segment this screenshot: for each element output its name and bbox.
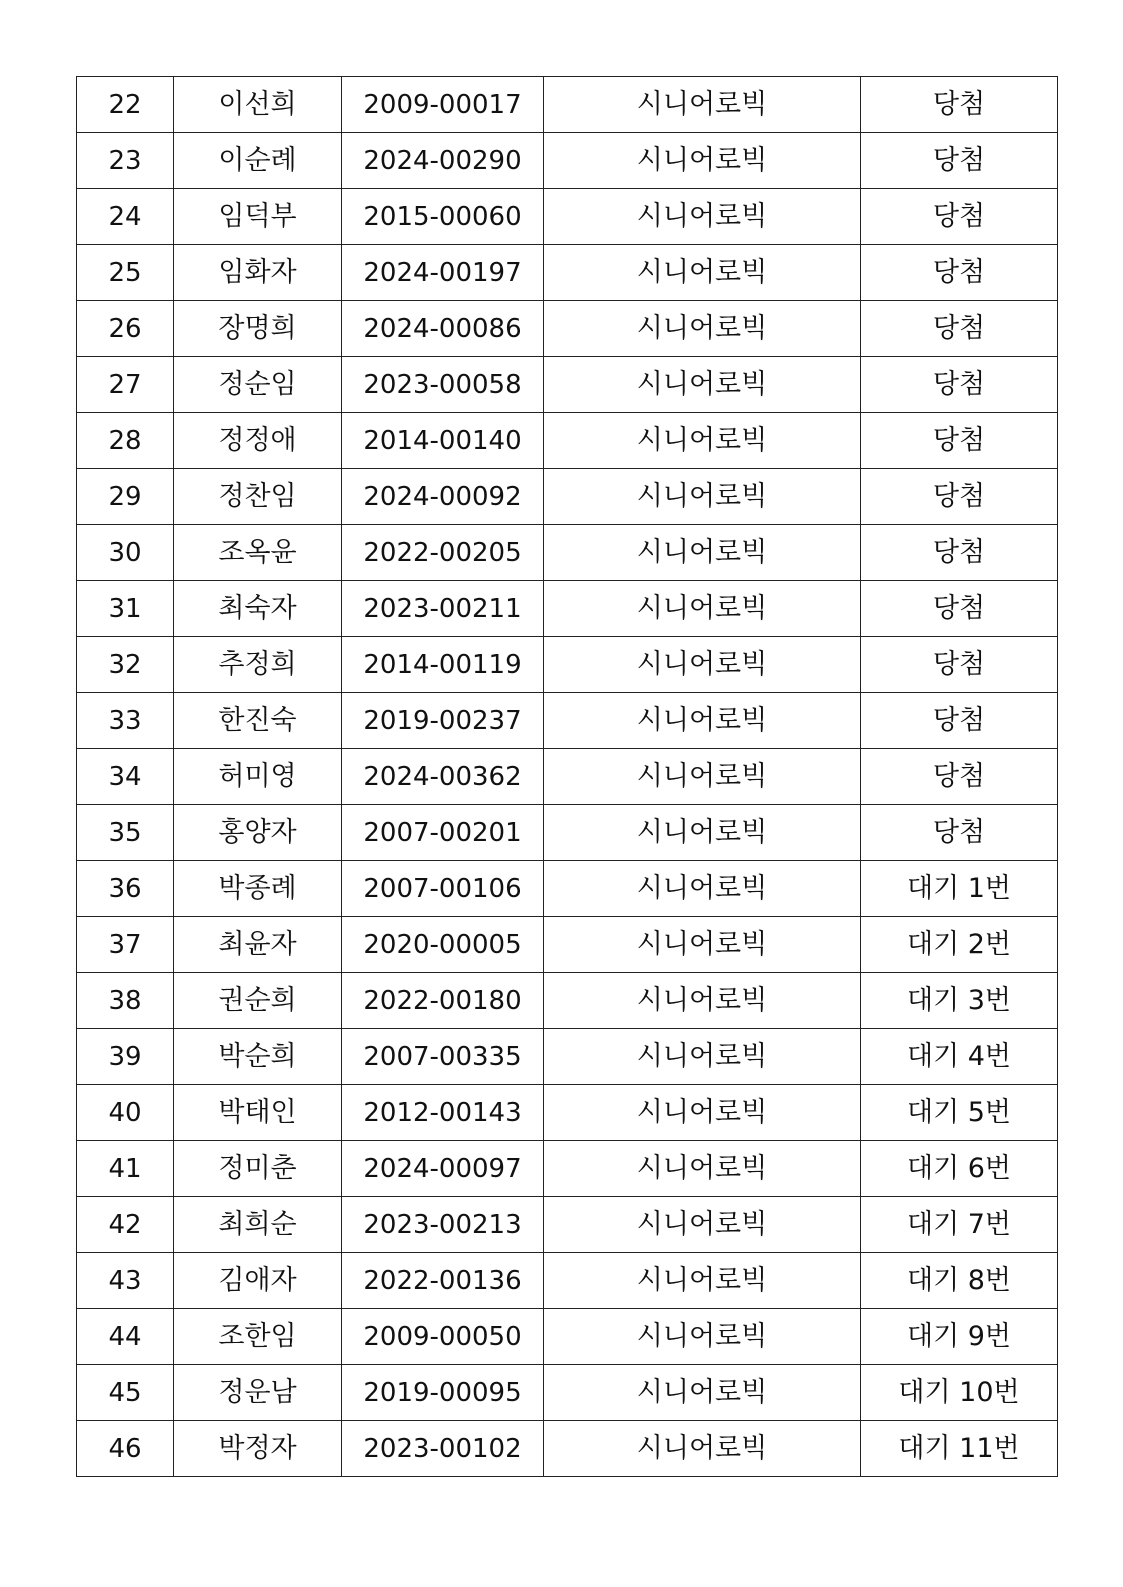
row-number-cell: 37: [77, 917, 174, 973]
program-name-cell: 시니어로빅: [544, 581, 861, 637]
applicant-name-cell: 정정애: [174, 413, 342, 469]
member-id-cell: 2015-00060: [342, 189, 544, 245]
applicant-name-cell: 박태인: [174, 1085, 342, 1141]
table-row: [77, 1253, 1058, 1309]
applicant-name-cell: 장명희: [174, 301, 342, 357]
member-id-cell: 2014-00140: [342, 413, 544, 469]
table-row: [77, 581, 1058, 637]
program-name-cell: 시니어로빅: [544, 693, 861, 749]
applicant-name-cell: 이순례: [174, 133, 342, 189]
row-number-cell: 36: [77, 861, 174, 917]
member-id-cell: 2019-00095: [342, 1365, 544, 1421]
program-name-cell: 시니어로빅: [544, 917, 861, 973]
member-id-cell: 2007-00201: [342, 805, 544, 861]
applicant-name-cell: 홍양자: [174, 805, 342, 861]
applicant-name-cell: 추정희: [174, 637, 342, 693]
row-number-cell: 32: [77, 637, 174, 693]
program-name-cell: 시니어로빅: [544, 973, 861, 1029]
member-id-cell: 2020-00005: [342, 917, 544, 973]
member-id-cell: 2024-00197: [342, 245, 544, 301]
row-number-cell: 46: [77, 1421, 174, 1477]
member-id-cell: 2023-00102: [342, 1421, 544, 1477]
applicant-name-cell: 최윤자: [174, 917, 342, 973]
table-row: [77, 357, 1058, 413]
table-row: [77, 1141, 1058, 1197]
program-name-cell: 시니어로빅: [544, 1365, 861, 1421]
applicant-name-cell: 최희순: [174, 1197, 342, 1253]
applicant-name-cell: 허미영: [174, 749, 342, 805]
applicant-name-cell: 이선희: [174, 77, 342, 133]
table-row: [77, 1197, 1058, 1253]
row-number-cell: 34: [77, 749, 174, 805]
row-number-cell: 29: [77, 469, 174, 525]
program-name-cell: 시니어로빅: [544, 1085, 861, 1141]
table-row: [77, 77, 1058, 133]
program-name-cell: 시니어로빅: [544, 357, 861, 413]
draw-result-cell: 당첨: [861, 77, 1058, 133]
table-row: [77, 1029, 1058, 1085]
applicant-name-cell: 조옥윤: [174, 525, 342, 581]
draw-result-cell: 당첨: [861, 189, 1058, 245]
member-id-cell: 2014-00119: [342, 637, 544, 693]
row-number-cell: 41: [77, 1141, 174, 1197]
draw-result-cell: 당첨: [861, 469, 1058, 525]
row-number-cell: 43: [77, 1253, 174, 1309]
program-name-cell: 시니어로빅: [544, 861, 861, 917]
applicant-name-cell: 임화자: [174, 245, 342, 301]
member-id-cell: 2022-00136: [342, 1253, 544, 1309]
applicant-name-cell: 정운남: [174, 1365, 342, 1421]
row-number-cell: 33: [77, 693, 174, 749]
table-row: [77, 1365, 1058, 1421]
program-name-cell: 시니어로빅: [544, 637, 861, 693]
draw-result-cell: 당첨: [861, 693, 1058, 749]
draw-result-cell: 대기 10번: [861, 1365, 1058, 1421]
table-row: [77, 973, 1058, 1029]
draw-result-cell: 당첨: [861, 357, 1058, 413]
draw-result-cell: 대기 2번: [861, 917, 1058, 973]
table-row: [77, 917, 1058, 973]
applicant-name-cell: 박순희: [174, 1029, 342, 1085]
table-row: [77, 469, 1058, 525]
row-number-cell: 24: [77, 189, 174, 245]
row-number-cell: 26: [77, 301, 174, 357]
table-row: [77, 133, 1058, 189]
program-name-cell: 시니어로빅: [544, 1253, 861, 1309]
results-table-body: [77, 77, 1058, 1477]
program-name-cell: 시니어로빅: [544, 1309, 861, 1365]
applicant-name-cell: 정미춘: [174, 1141, 342, 1197]
member-id-cell: 2023-00211: [342, 581, 544, 637]
program-name-cell: 시니어로빅: [544, 77, 861, 133]
draw-result-cell: 당첨: [861, 525, 1058, 581]
row-number-cell: 42: [77, 1197, 174, 1253]
row-number-cell: 35: [77, 805, 174, 861]
table-row: [77, 1421, 1058, 1477]
row-number-cell: 39: [77, 1029, 174, 1085]
table-row: [77, 189, 1058, 245]
row-number-cell: 27: [77, 357, 174, 413]
applicant-name-cell: 임덕부: [174, 189, 342, 245]
applicant-name-cell: 김애자: [174, 1253, 342, 1309]
table-row: [77, 245, 1058, 301]
table-row: [77, 861, 1058, 917]
draw-result-cell: 대기 3번: [861, 973, 1058, 1029]
draw-result-cell: 당첨: [861, 133, 1058, 189]
program-name-cell: 시니어로빅: [544, 133, 861, 189]
draw-result-cell: 대기 5번: [861, 1085, 1058, 1141]
row-number-cell: 38: [77, 973, 174, 1029]
draw-result-cell: 대기 1번: [861, 861, 1058, 917]
table-row: [77, 805, 1058, 861]
member-id-cell: 2022-00180: [342, 973, 544, 1029]
program-name-cell: 시니어로빅: [544, 301, 861, 357]
table-row: [77, 693, 1058, 749]
draw-result-cell: 당첨: [861, 749, 1058, 805]
row-number-cell: 45: [77, 1365, 174, 1421]
draw-result-cell: 당첨: [861, 301, 1058, 357]
table-row: [77, 525, 1058, 581]
draw-result-cell: 당첨: [861, 805, 1058, 861]
member-id-cell: 2024-00086: [342, 301, 544, 357]
table-row: [77, 301, 1058, 357]
member-id-cell: 2024-00362: [342, 749, 544, 805]
member-id-cell: 2007-00106: [342, 861, 544, 917]
draw-result-cell: 대기 8번: [861, 1253, 1058, 1309]
program-name-cell: 시니어로빅: [544, 525, 861, 581]
draw-result-cell: 당첨: [861, 581, 1058, 637]
program-name-cell: 시니어로빅: [544, 245, 861, 301]
draw-result-cell: 대기 4번: [861, 1029, 1058, 1085]
table-row: [77, 1309, 1058, 1365]
applicant-name-cell: 권순희: [174, 973, 342, 1029]
results-table: [76, 76, 1058, 1477]
applicant-name-cell: 최숙자: [174, 581, 342, 637]
member-id-cell: 2024-00097: [342, 1141, 544, 1197]
program-name-cell: 시니어로빅: [544, 469, 861, 525]
row-number-cell: 40: [77, 1085, 174, 1141]
row-number-cell: 23: [77, 133, 174, 189]
applicant-name-cell: 한진숙: [174, 693, 342, 749]
member-id-cell: 2023-00213: [342, 1197, 544, 1253]
draw-result-cell: 대기 11번: [861, 1421, 1058, 1477]
applicant-name-cell: 박종례: [174, 861, 342, 917]
draw-result-cell: 대기 7번: [861, 1197, 1058, 1253]
row-number-cell: 31: [77, 581, 174, 637]
row-number-cell: 44: [77, 1309, 174, 1365]
applicant-name-cell: 정찬임: [174, 469, 342, 525]
program-name-cell: 시니어로빅: [544, 189, 861, 245]
row-number-cell: 25: [77, 245, 174, 301]
member-id-cell: 2022-00205: [342, 525, 544, 581]
member-id-cell: 2009-00050: [342, 1309, 544, 1365]
member-id-cell: 2019-00237: [342, 693, 544, 749]
row-number-cell: 28: [77, 413, 174, 469]
applicant-name-cell: 조한임: [174, 1309, 342, 1365]
program-name-cell: 시니어로빅: [544, 413, 861, 469]
table-row: [77, 1085, 1058, 1141]
draw-result-cell: 당첨: [861, 245, 1058, 301]
applicant-name-cell: 박정자: [174, 1421, 342, 1477]
member-id-cell: 2023-00058: [342, 357, 544, 413]
table-row: [77, 413, 1058, 469]
member-id-cell: 2024-00092: [342, 469, 544, 525]
row-number-cell: 22: [77, 77, 174, 133]
program-name-cell: 시니어로빅: [544, 749, 861, 805]
member-id-cell: 2009-00017: [342, 77, 544, 133]
draw-result-cell: 당첨: [861, 413, 1058, 469]
program-name-cell: 시니어로빅: [544, 1141, 861, 1197]
applicant-name-cell: 정순임: [174, 357, 342, 413]
draw-result-cell: 대기 9번: [861, 1309, 1058, 1365]
member-id-cell: 2012-00143: [342, 1085, 544, 1141]
member-id-cell: 2024-00290: [342, 133, 544, 189]
program-name-cell: 시니어로빅: [544, 1197, 861, 1253]
table-row: [77, 749, 1058, 805]
draw-result-cell: 대기 6번: [861, 1141, 1058, 1197]
row-number-cell: 30: [77, 525, 174, 581]
draw-result-cell: 당첨: [861, 637, 1058, 693]
table-row: [77, 637, 1058, 693]
member-id-cell: 2007-00335: [342, 1029, 544, 1085]
program-name-cell: 시니어로빅: [544, 805, 861, 861]
program-name-cell: 시니어로빅: [544, 1421, 861, 1477]
program-name-cell: 시니어로빅: [544, 1029, 861, 1085]
